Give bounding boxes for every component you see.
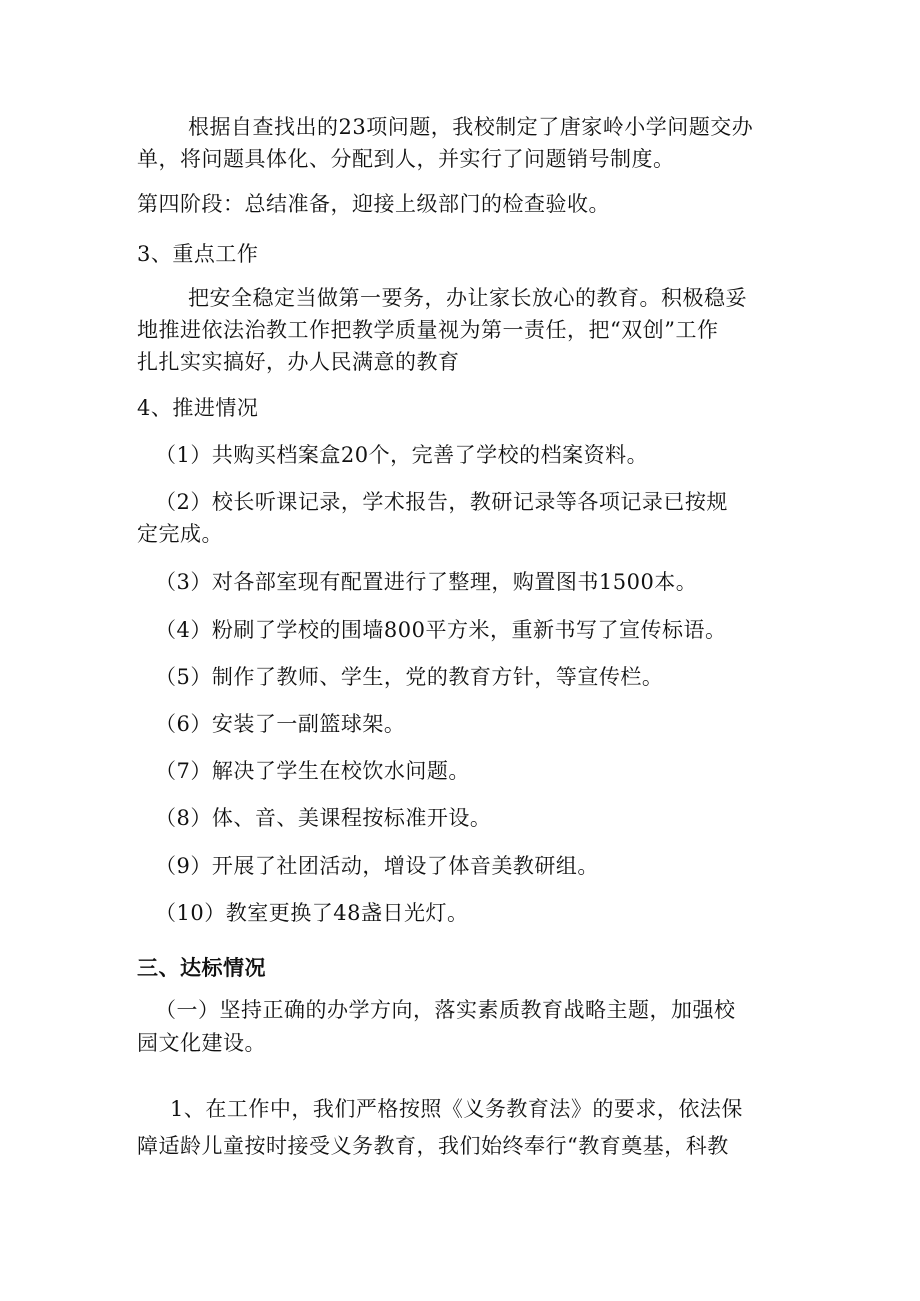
list-item: （5）制作了教师、学生，党的教育方针，等宣传栏。 [155, 665, 664, 689]
subsection-one-line-2: 园文化建设。 [137, 1031, 266, 1055]
paragraph-key-line-3: 扎扎实实搞好，办人民满意的教育 [137, 350, 460, 374]
list-item-continuation: 定完成。 [137, 522, 223, 546]
paragraph-key-line-1: 把安全稳定当做第一要务，办让家长放心的教育。积极稳妥 [188, 286, 747, 310]
list-item: （9）开展了社团活动，增设了体音美教研组。 [155, 854, 599, 878]
heading-progress: 4、推进情况 [137, 396, 259, 420]
paragraph-law-line-1: 1、在工作中，我们严格按照《义务教育法》的要求，依法保 [170, 1097, 743, 1121]
list-item: （7）解决了学生在校饮水问题。 [155, 759, 470, 783]
heading-key-work: 3、重点工作 [137, 242, 259, 266]
paragraph-key-line-2: 地推进依法治教工作把教学质量视为第一责任，把“双创”工作 [137, 318, 719, 342]
section-heading-compliance: 三、达标情况 [137, 955, 266, 980]
paragraph-intro-line-2: 单，将问题具体化、分配到人，并实行了问题销号制度。 [137, 147, 675, 171]
list-item: （6）安装了一副篮球架。 [155, 712, 406, 736]
paragraph-intro-line-1: 根据自查找出的23项问题，我校制定了唐家岭小学问题交办 [188, 115, 754, 139]
list-item: （10）教室更换了48盏日光灯。 [155, 901, 469, 925]
list-item: （8）体、音、美课程按标准开设。 [155, 806, 492, 830]
list-item: （2）校长听课记录，学术报告，教研记录等各项记录已按规 [155, 490, 728, 514]
paragraph-law-line-2: 障适龄儿童按时接受义务教育，我们始终奉行“教育奠基，科教 [137, 1134, 729, 1158]
subsection-one-line-1: （一）坚持正确的办学方向，落实素质教育战略主题，加强校 [155, 998, 736, 1022]
stage-four-text: 第四阶段：总结准备，迎接上级部门的检查验收。 [137, 192, 610, 216]
list-item: （3）对各部室现有配置进行了整理，购置图书1500本。 [155, 570, 698, 594]
list-item: （1）共购买档案盒20个，完善了学校的档案资料。 [155, 443, 649, 467]
list-item: （4）粉刷了学校的围墙800平方米，重新书写了宣传标语。 [155, 618, 727, 642]
